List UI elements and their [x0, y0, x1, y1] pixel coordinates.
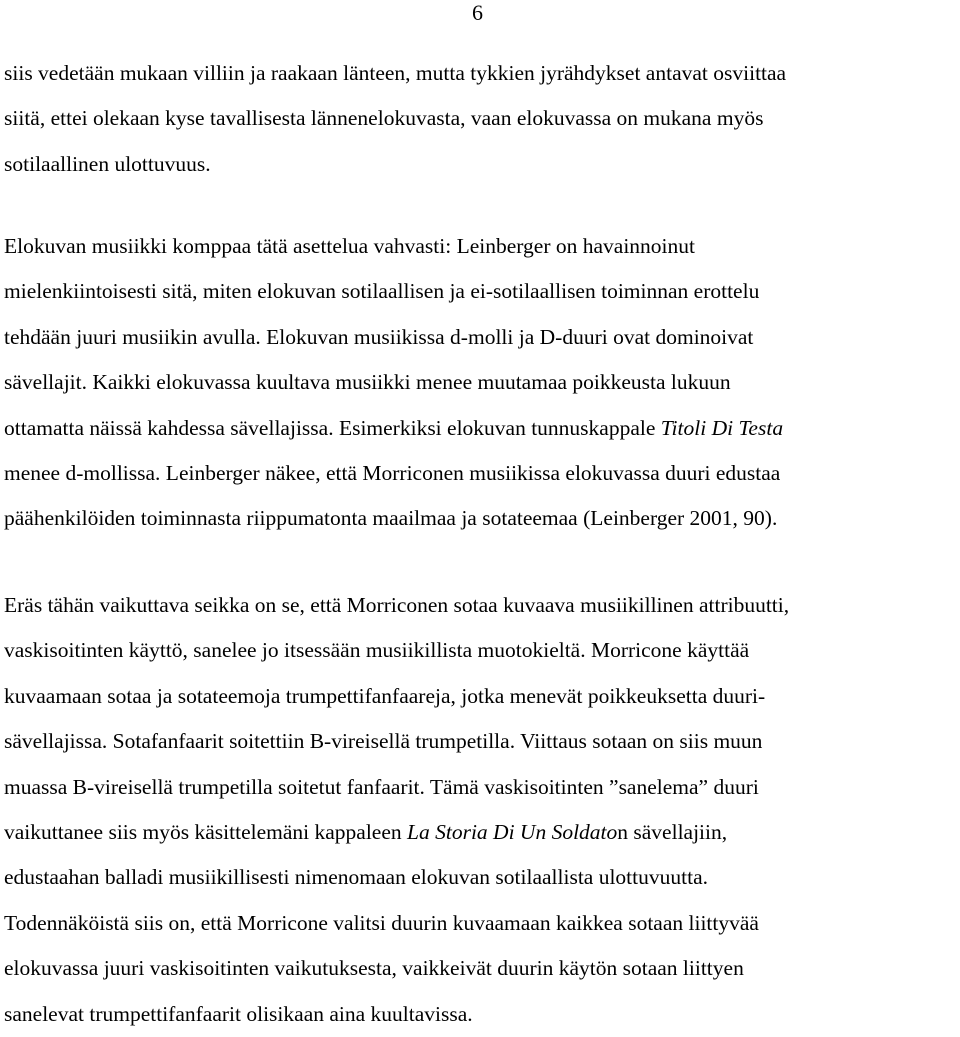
text-line: [4, 674, 952, 719]
text-line: [4, 901, 952, 946]
text-segment: Elokuvan musiikki komppaa tätä asettelua vahvasti: Leinberger on havainnoinut: [4, 234, 696, 258]
text-line: [4, 992, 952, 1037]
text-segment: Eräs tähän vaikuttava seikka on se, että Morriconen sotaa kuvaava musiikillinen attribuutti,: [4, 593, 790, 617]
text-line: [4, 142, 952, 187]
text-segment: edustaahan balladi musiikillisesti nimenomaan elokuvan sotilaallista ulottuvuutta.: [4, 865, 708, 890]
text-line: [4, 269, 952, 314]
paragraph-1: [4, 51, 952, 187]
text-segment: muassa B-vireisellä trumpetilla soitetut fanfaarit. Tämä vaskisoitinten ”sanelema” duuri: [4, 774, 759, 799]
text-segment: kuvaamaan sotaa ja sotateemoja trumpettifanfaareja, jotka menevät poikkeuksetta duuri-: [4, 683, 766, 708]
text-line: [4, 719, 952, 764]
italic-title-titoli-di-testa: Titoli Di Testa: [660, 415, 784, 440]
text-line: [4, 51, 952, 96]
text-line: [4, 406, 952, 451]
text-segment: sotilaallinen ulottuvuus.: [4, 151, 211, 176]
text-segment: siitä, ettei olekaan kyse tavallisesta lännenelokuvasta, vaan elokuvassa on mukana myös: [4, 106, 764, 131]
text-line: [4, 451, 952, 496]
page-number: 6: [472, 0, 483, 25]
text-line: [4, 315, 952, 360]
text-line: [4, 946, 952, 991]
text-segment: elokuvassa juuri vaskisoitinten vaikutuksesta, vaikkeivät duurin käytön sotaan liittyen: [4, 956, 744, 981]
text-line: [4, 855, 952, 900]
text-line: [4, 360, 952, 405]
text-line: [4, 96, 952, 141]
text-segment: n sävellajiin,: [617, 820, 728, 845]
text-line: [4, 224, 952, 269]
text-line: [4, 810, 952, 855]
text-line: [4, 765, 952, 810]
text-segment: Todennäköistä siis on, että Morricone valitsi duurin kuvaamaan kaikkea sotaan liittyvää: [4, 910, 759, 935]
text-segment: sävellajit. Kaikki elokuvassa kuultava musiikki menee muutamaa poikkeusta lukuun: [4, 370, 731, 395]
text-segment: vaskisoitinten käyttö, sanelee jo itsessään musiikillista muotokieltä. Morricone käyttää: [4, 638, 750, 663]
paragraph-3: [4, 583, 952, 1037]
italic-title-la-storia-di-un-soldato: La Storia Di Un Soldato: [407, 820, 618, 845]
text-segment: vaikuttanee siis myös käsittelemäni kappaleen: [4, 820, 408, 845]
text-segment: mielenkiintoisesti sitä, miten elokuvan sotilaallisen ja ei-sotilaallisen toiminnan erottelu: [4, 279, 760, 304]
text-line: [4, 628, 952, 673]
paragraph-2: [4, 224, 952, 542]
text-segment: siis vedetään mukaan villiin ja raakaan länteen, mutta tykkien jyrähdykset antavat osviittaa: [4, 61, 787, 85]
text-segment: ottamatta näissä kahdessa sävellajissa. Esimerkiksi elokuvan tunnuskappale: [4, 415, 661, 440]
text-segment: tehdään juuri musiikin avulla. Elokuvan musiikissa d-molli ja D-duuri ovat dominoivat: [4, 324, 754, 349]
text-segment: menee d-mollissa. Leinberger näkee, että Morriconen musiikissa elokuvassa duuri edustaa: [4, 461, 781, 486]
text-line: [4, 496, 952, 541]
text-segment: sanelevat trumpettifanfaarit olisikaan aina kuultavissa.: [4, 1001, 473, 1026]
text-line: [4, 583, 952, 628]
text-segment: päähenkilöiden toiminnasta riippumatonta maailmaa ja sotateemaa (Leinberger 2001, 90).: [4, 506, 778, 531]
text-segment: sävellajissa. Sotafanfaarit soitettiin B-vireisellä trumpetilla. Viittaus sotaan on siis muun: [4, 729, 763, 754]
